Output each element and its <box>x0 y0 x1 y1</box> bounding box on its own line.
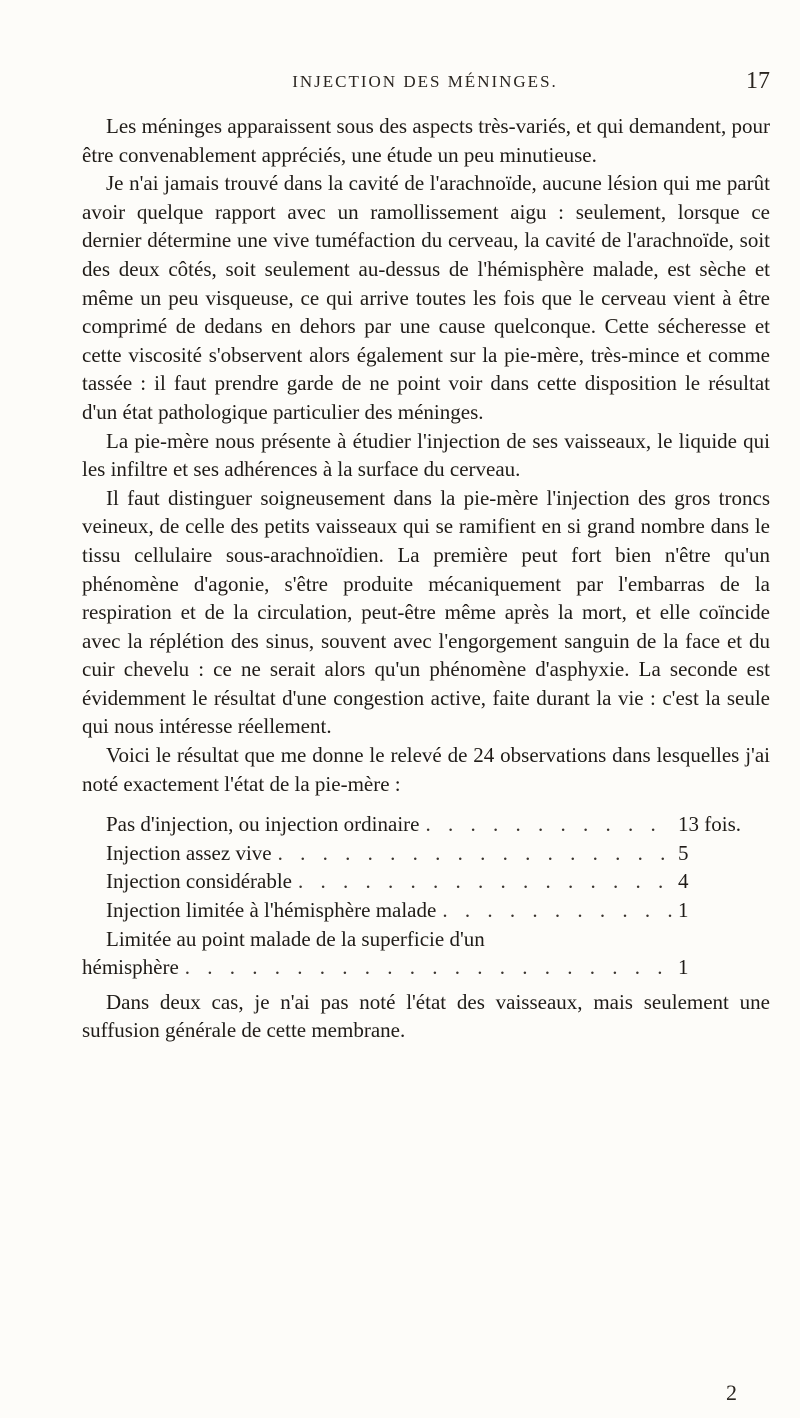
observation-row-first-line <box>82 925 770 954</box>
observation-label: Injection assez vive <box>106 840 272 865</box>
leader-dots <box>185 953 672 982</box>
observations-table <box>82 810 770 982</box>
observation-label: Injection limitée à l'hémisphère malade <box>106 898 437 923</box>
observation-row <box>82 810 770 839</box>
observation-label: Limitée au point malade de la superficie d'un <box>106 926 485 951</box>
observation-row <box>82 953 770 982</box>
observation-count: 1 <box>678 955 689 980</box>
running-head <box>80 68 770 104</box>
paragraph: Il faut distinguer soigneusement dans la pie-mère l'injection des gros troncs veineux, de celle des petits vaisseaux qui se ramifient en si grand nombre dans le tissu cellulaire sous-arachnoïdien. La première peut fort bien n'être qu'un phénomène d'agonie, s'être produite mécaniquement par l'embarras de la respiration et de la circulation, peut-être même après la mort, et elle coïncide avec la réplétion des sinus, souvent avec l'engorgement sanguin de la face et du cuir chevelu : ce ne serait alors qu'un phénomène d'asphyxie. La seconde est évidemment le résultat d'une congestion active, faite durant la vie : c'est la seule qui nous intéresse réellement. <box>82 485 770 739</box>
paragraph: Je n'ai jamais trouvé dans la cavité de l'arachnoïde, aucune lésion qui me parût avoir quelque rapport avec un ramollissement aigu : seulement, lorsque ce dernier détermine une vive tuméfaction du cerveau, la cavité de l'arachnoïde, soit des deux côtés, soit seulement au-dessus de l'hémisphère malade, est sèche et même un peu visqueuse, ce qui arrive toutes les fois que le cerveau vient à être comprimé de dedans en dehors par une cause quelconque. Cette sécheresse et cette viscosité s'observent alors également sur la pie-mère, très-mince et comme tassée : il faut prendre garde de ne point voir dans cette disposition le résultat d'un état pathologique particulier des méninges. <box>82 171 770 424</box>
observation-row <box>82 867 770 896</box>
closing-paragraph: Dans deux cas, je n'ai pas noté l'état des vaisseaux, mais seulement une suffusion générale de cette membrane. <box>82 989 770 1043</box>
observation-label: Injection considérable <box>106 869 293 894</box>
body-text <box>82 112 770 1045</box>
leader-dots <box>278 839 672 868</box>
observation-row <box>82 839 770 868</box>
paragraph: Les méninges apparaissent sous des aspects très-variés, et qui demandent, pour être convenablement appréciés, une étude un peu minutieuse. <box>82 114 770 167</box>
page-number: 17 <box>746 68 770 94</box>
observation-count: 13 fois. <box>678 812 741 837</box>
running-title: INJECTION DES MÉNINGES. <box>292 72 558 91</box>
observation-label: Pas d'injection, ou injection ordinaire <box>106 812 420 837</box>
leader-dots <box>298 867 672 896</box>
leader-dots <box>425 810 672 839</box>
observation-row <box>82 896 770 925</box>
signature-mark: 2 <box>726 1380 737 1405</box>
observation-count: 1 <box>678 898 689 923</box>
leader-dots <box>442 896 672 925</box>
observation-label-continued: hémisphère <box>82 955 179 980</box>
observation-count: 5 <box>678 840 689 865</box>
paragraph: Voici le résultat que me donne le relevé de 24 observations dans lesquelles j'ai noté exactement l'état de la pie-mère : <box>82 743 770 796</box>
paragraph: La pie-mère nous présente à étudier l'injection de ses vaisseaux, le liquide qui les infiltre et ses adhérences à la surface du cerveau. <box>82 428 770 482</box>
observation-count: 4 <box>678 869 689 894</box>
